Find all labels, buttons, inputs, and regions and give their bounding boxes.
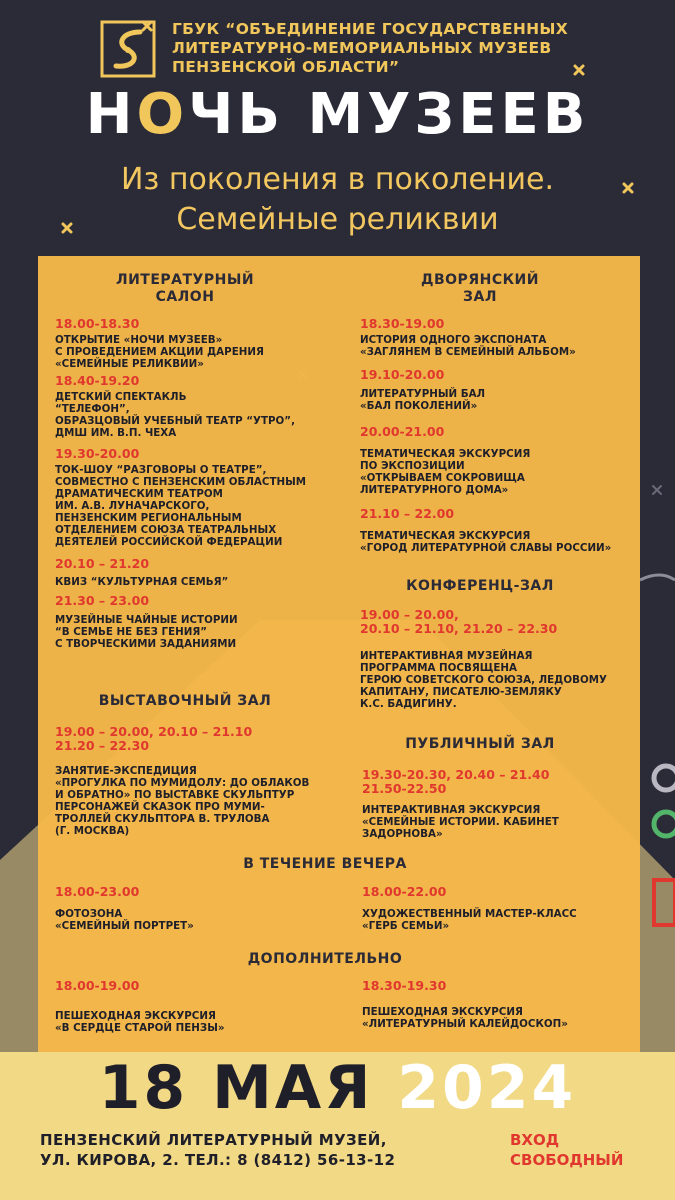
event-time: 18.00-22.00 — [362, 884, 447, 899]
event-time: 18.30-19.00 — [360, 316, 445, 331]
title-part-2: ЧЬ МУЗЕЕВ — [188, 82, 590, 147]
section-title-noble-hall: ДВОРЯНСКИЙ ЗАЛ — [421, 272, 539, 305]
event-time: 19.10-20.00 — [360, 367, 445, 382]
title-part-1: Н — [85, 82, 137, 147]
subtitle-line-1: Из поколения в поколение. — [120, 162, 555, 197]
free-entry-badge: ВХОД СВОБОДНЫЙ — [510, 1131, 624, 1169]
event-description: ФОТОЗОНА «СЕМЕЙНЫЙ ПОРТРЕТ» — [55, 908, 194, 932]
event-description: ПЕШЕХОДНАЯ ЭКСКУРСИЯ «ЛИТЕРАТУРНЫЙ КАЛЕЙДОСКОП» — [362, 1006, 568, 1030]
event-description: МУЗЕЙНЫЕ ЧАЙНЫЕ ИСТОРИИ “В СЕМЬЕ НЕ БЕЗ ГЕНИЯ” С ТВОРЧЕСКИМИ ЗАДАНИЯМИ — [55, 614, 238, 650]
event-description: ЗАНЯТИЕ-ЭКСПЕДИЦИЯ «ПРОГУЛКА ПО МУМИДОЛУ: ДО ОБЛАКОВ И ОБРАТНО» ПО ВЫСТАВКЕ СКУЛЬПТУР ПЕРСОНАЖЕЙ СКАЗОК ПРО МУМИ- ТРОЛЛЕЙ СКУЛЬПТОРА В. ТРУЛОВА (Г. МОСКВА) — [55, 765, 310, 837]
event-date — [0, 1053, 675, 1123]
event-description: ПЕШЕХОДНАЯ ЭКСКУРСИЯ «В СЕРДЦЕ СТАРОЙ ПЕНЗЫ» — [55, 1010, 225, 1034]
event-time: 19.30-20.30, 20.40 – 21.40 21.50-22.50 — [362, 767, 550, 796]
subtitle — [0, 160, 675, 240]
event-time: 19.00 – 20.00, 20.10 – 21.10, 21.20 – 22.30 — [360, 607, 558, 636]
date-year: 2024 — [397, 1053, 577, 1123]
event-time: 20.10 – 21.20 — [55, 556, 150, 571]
section-title-evening: В ТЕЧЕНИЕ ВЕЧЕРА — [243, 856, 407, 872]
event-description: ДЕТСКИЙ СПЕКТАКЛЬ “ТЕЛЕФОН”, ОБРАЗЦОВЫЙ УЧЕБНЫЙ ТЕАТР “УТРО”, ДМШ ИМ. В.П. ЧЕХА — [55, 391, 295, 439]
event-time: 19.00 – 20.00, 20.10 – 21.10 21.20 – 22.30 — [55, 724, 253, 753]
event-description: ИНТЕРАКТИВНАЯ ЭКСКУРСИЯ «СЕМЕЙНЫЕ ИСТОРИИ. КАБИНЕТ ЗАДОРНОВА» — [362, 804, 559, 840]
event-time: 18.40-19.20 — [55, 373, 140, 388]
event-description: ИСТОРИЯ ОДНОГО ЭКСПОНАТА «ЗАГЛЯНЕМ В СЕМЕЙНЫЙ АЛЬБОМ» — [360, 334, 576, 358]
event-description: ЛИТЕРАТУРНЫЙ БАЛ «БАЛ ПОКОЛЕНИЙ» — [360, 388, 486, 412]
section-title-conference-hall: КОНФЕРЕНЦ-ЗАЛ — [406, 578, 554, 594]
event-description: ОТКРЫТИЕ «НОЧИ МУЗЕЕВ» С ПРОВЕДЕНИЕМ АКЦИИ ДАРЕНИЯ «СЕМЕЙНЫЕ РЕЛИКВИИ» — [55, 334, 264, 370]
section-title-literary-salon: ЛИТЕРАТУРНЫЙ САЛОН — [115, 272, 255, 305]
organization-name: ГБУК “ОБЪЕДИНЕНИЕ ГОСУДАРСТВЕННЫХ ЛИТЕРАТУРНО-МЕМОРИАЛЬНЫХ МУЗЕЕВ ПЕНЗЕНСКОЙ ОБЛАСТИ” — [172, 20, 569, 76]
date-day-month: 18 МАЯ — [98, 1053, 374, 1123]
event-description: ХУДОЖЕСТВЕННЫЙ МАСТЕР-КЛАСС «ГЕРБ СЕМЬИ» — [362, 908, 577, 932]
museum-logo-icon — [100, 20, 156, 78]
page-title — [0, 82, 675, 148]
event-description: ИНТЕРАКТИВНАЯ МУЗЕЙНАЯ ПРОГРАММА ПОСВЯЩЕНА ГЕРОЮ СОВЕТСКОГО СОЮЗА, ЛЕДОВОМУ КАПИТАНУ, ПИСАТЕЛЮ-ЗЕМЛЯКУ К.С. БАДИГИНУ. — [360, 650, 607, 710]
event-time: 18.00-19.00 — [55, 978, 140, 993]
event-description: КВИЗ “КУЛЬТУРНАЯ СЕМЬЯ” — [55, 576, 229, 588]
event-time: 21.30 – 23.00 — [55, 593, 150, 608]
section-title-additional: ДОПОЛНИТЕЛЬНО — [247, 951, 403, 967]
event-time: 20.00-21.00 — [360, 424, 445, 439]
museum-address: ПЕНЗЕНСКИЙ ЛИТЕРАТУРНЫЙ МУЗЕЙ, УЛ. КИРОВА, 2. ТЕЛ.: 8 (8412) 56-13-12 — [40, 1131, 396, 1169]
title-moon-letter: О — [136, 82, 189, 147]
event-time: 19.30-20.00 — [55, 446, 140, 461]
event-description: ТЕМАТИЧЕСКАЯ ЭКСКУРСИЯ ПО ЭКСПОЗИЦИИ «ОТКРЫВАЕМ СОКРОВИЩА ЛИТЕРАТУРНОГО ДОМА» — [360, 448, 531, 496]
section-title-exhibition-hall: ВЫСТАВОЧНЫЙ ЗАЛ — [98, 693, 272, 709]
event-time: 18.00-23.00 — [55, 884, 140, 899]
subtitle-line-2: Семейные реликвии — [176, 202, 499, 237]
section-title-public-hall: ПУБЛИЧНЫЙ ЗАЛ — [405, 736, 555, 752]
event-description: ТЕМАТИЧЕСКАЯ ЭКСКУРСИЯ «ГОРОД ЛИТЕРАТУРНОЙ СЛАВЫ РОССИИ» — [360, 530, 612, 554]
event-description: ТОК-ШОУ “РАЗГОВОРЫ О ТЕАТРЕ”, СОВМЕСТНО С ПЕНЗЕНСКИМ ОБЛАСТНЫМ ДРАМАТИЧЕСКИМ ТЕАТРОМ ИМ. А.В. ЛУНАЧАРСКОГО, ПЕНЗЕНСКИМ РЕГИОНАЛЬНЫМ ОТДЕЛЕНИЕМ СОЮЗА ТЕАТРАЛЬНЫХ ДЕЯТЕЛЕЙ РОССИЙСКОЙ ФЕДЕРАЦИИ — [55, 464, 307, 548]
event-time: 21.10 – 22.00 — [360, 506, 455, 521]
event-time: 18.30-19.30 — [362, 978, 447, 993]
event-time: 18.00-18.30 — [55, 316, 140, 331]
